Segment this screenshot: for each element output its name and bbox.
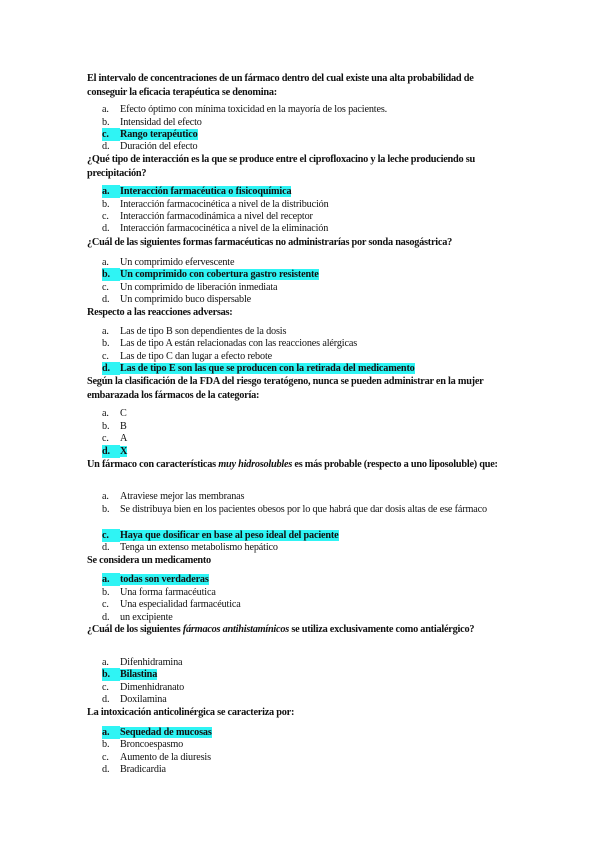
option-8a: a. Difenhidramina (102, 657, 183, 668)
question-7: Se considera un medicamento (87, 555, 211, 566)
option-8c: c. Dimenhidranato (102, 682, 185, 693)
option-9d: d. Bradicardia (102, 764, 166, 775)
option-6b: b. Se distribuya bien en los pacientes obesos por lo que habrá que dar dosis altas de ese fármaco (102, 504, 487, 515)
option-7c: c. Una especialidad farmacéutica (102, 599, 241, 610)
option-2c: c. Interacción farmacodinámica a nivel del receptor (102, 211, 313, 222)
question-3: ¿Cuál de las siguientes formas farmacéuticas no administrarías por sonda nasogástrica? (87, 237, 453, 248)
option-5c: c. A (102, 433, 128, 444)
option-7d: d. un excipiente (102, 612, 173, 623)
italic-emphasis: fármacos antihistamínicos (182, 624, 290, 635)
option-8b-correct: b. Bilastina (102, 669, 158, 680)
option-4d-correct: d. Las de tipo E son las que se producen con la retirada del medicamento (102, 363, 415, 374)
option-3a: a. Un comprimido efervescente (102, 257, 235, 268)
option-9a-correct: a. Sequedad de mucosas (102, 727, 212, 738)
option-4c: c. Las de tipo C dan lugar a efecto rebote (102, 351, 272, 362)
question-4: Respecto a las reacciones adversas: (87, 307, 233, 318)
option-2d: d. Interacción farmacocinética a nivel de la eliminación (102, 223, 329, 234)
question-8: ¿Cuál de los siguientes fármacos antihistamínicos se utiliza exclusivamente como antialérgico? (87, 624, 475, 635)
option-2a-correct: a. Interacción farmacéutica o fisicoquímica (102, 186, 292, 197)
option-4a: a. Las de tipo B son dependientes de la dosis (102, 326, 287, 337)
option-9c: c. Aumento de la diuresis (102, 752, 211, 763)
option-3d: d. Un comprimido buco dispersable (102, 294, 252, 305)
question-2: ¿Qué tipo de interacción es la que se produce entre el ciprofloxacino y la leche produciendo su precipitación? (87, 154, 475, 179)
option-2b: b. Interacción farmacocinética a nivel de la distribución (102, 199, 329, 210)
option-7b: b. Una forma farmacéutica (102, 587, 216, 598)
question-5: Según la clasificación de la FDA del riesgo teratógeno, nunca se pueden administrar en la mujer embarazada los fármacos de la categoría: (87, 376, 484, 401)
option-7a-correct: a. todas son verdaderas (102, 574, 209, 585)
option-5a: a. C (102, 408, 127, 419)
option-8d: d. Doxilamina (102, 694, 167, 705)
option-5b: b. B (102, 421, 127, 432)
option-1c-correct: c. Rango terapéutico (102, 129, 198, 140)
option-6d: d. Tenga un extenso metabolismo hepático (102, 542, 278, 553)
question-1: El intervalo de concentraciones de un fármaco dentro del cual existe una alta probabilidad de conseguir la eficacia terapéutica se denomina: (87, 73, 474, 98)
option-1a: a. Efecto óptimo con mínima toxicidad en la mayoría de los pacientes. (102, 104, 388, 115)
option-9b: b. Broncoespasmo (102, 739, 184, 750)
option-1b: b. Intensidad del efecto (102, 117, 202, 128)
italic-emphasis: muy hidrosolubles (218, 459, 293, 470)
option-5d-correct: d. X (102, 446, 128, 457)
option-6c-correct: c. Haya que dosificar en base al peso ideal del paciente (102, 530, 339, 541)
option-3c: c. Un comprimido de liberación inmediata (102, 282, 278, 293)
question-9: La intoxicación anticolinérgica se caracteriza por: (87, 707, 295, 718)
question-6: Un fármaco con características muy hidrosolubles es más probable (respecto a uno liposoluble) que: (87, 459, 498, 470)
option-3b-correct: b. Un comprimido con cobertura gastro resistente (102, 269, 319, 280)
option-6a: a. Atraviese mejor las membranas (102, 491, 245, 502)
option-4b: b. Las de tipo A están relacionadas con las reacciones alérgicas (102, 338, 358, 349)
option-1d: d. Duración del efecto (102, 141, 198, 152)
